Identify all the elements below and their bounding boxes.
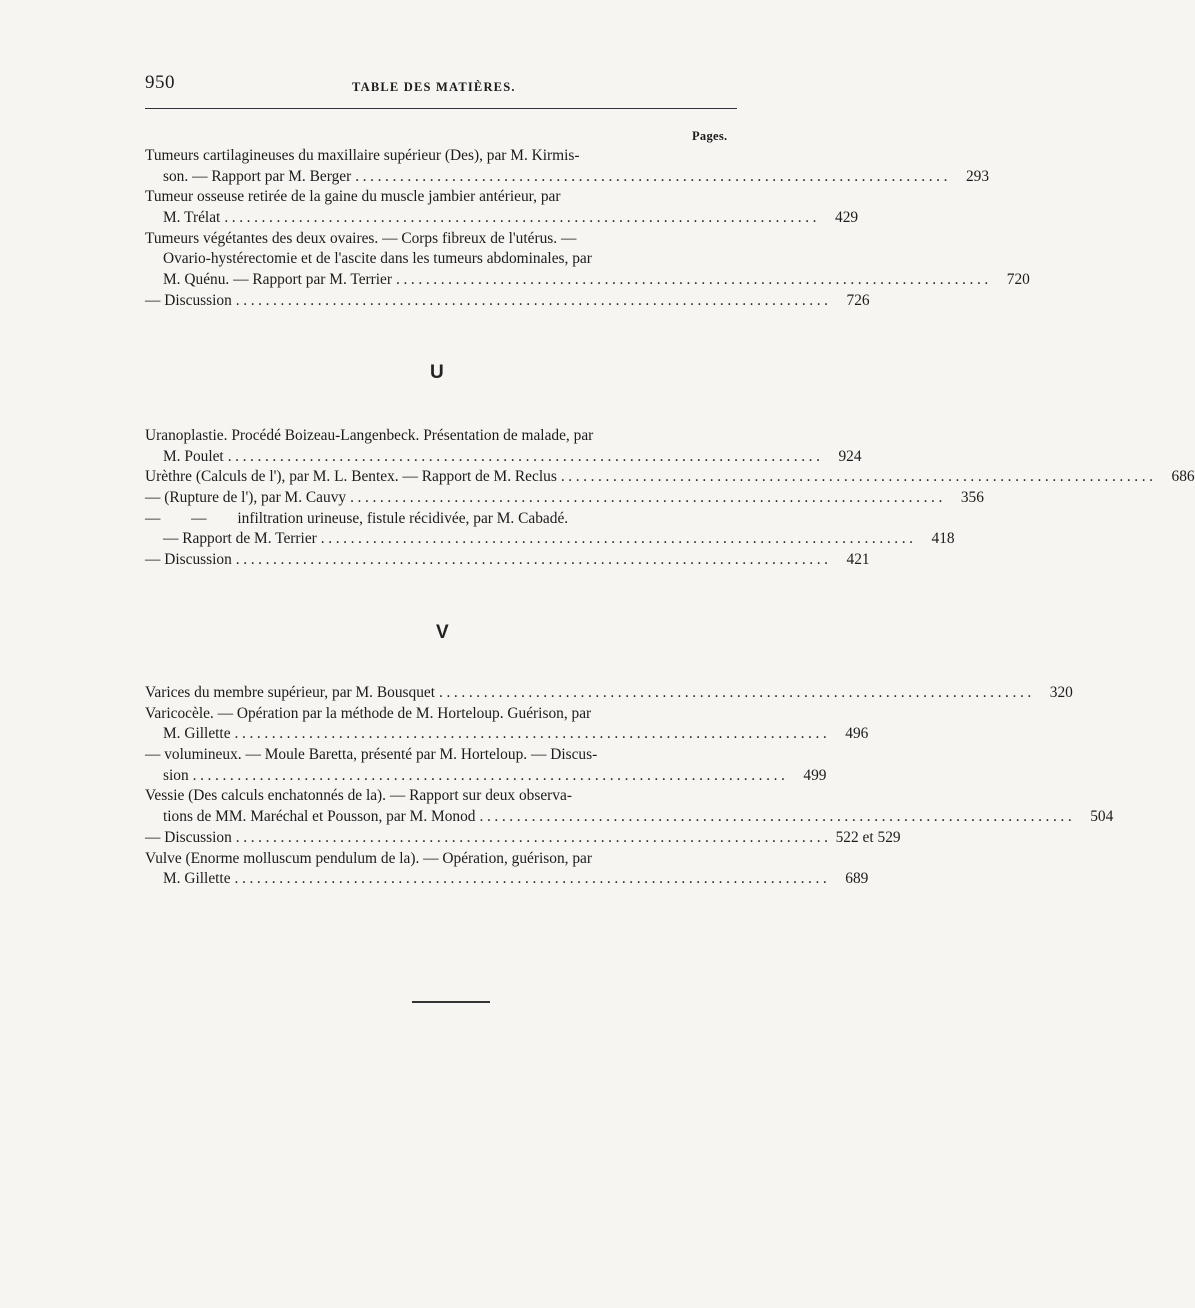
pages-column-label: Pages. <box>692 129 728 143</box>
dot-leader: ................................................................................ <box>439 684 1035 701</box>
entry-page: 720 <box>1006 271 1030 289</box>
entry-page: 726 <box>846 291 870 309</box>
entry-line <box>145 745 737 766</box>
entry-line <box>145 488 984 509</box>
entry-line <box>145 509 737 530</box>
section-u-entries <box>145 426 1195 571</box>
entry-line <box>145 704 737 725</box>
section-t-entries <box>145 146 1030 312</box>
entry-page: 496 <box>845 725 869 743</box>
entry-line <box>145 291 870 312</box>
entry-text: son. — Rapport par M. Berger <box>163 167 352 185</box>
section-letter-v: V <box>436 622 449 643</box>
dot-leader: ................................................................................ <box>396 271 992 289</box>
dot-leader: ................................................................................ <box>355 167 952 185</box>
entry-line <box>145 229 737 250</box>
entry-page: 499 <box>803 766 827 784</box>
entry-line <box>145 828 901 849</box>
entry-text: — — infiltration urineuse, fistule récidivée, par M. Cabadé. <box>145 509 569 527</box>
dot-leader: ................................................................................ <box>192 766 789 784</box>
dot-leader: ................................................................................ <box>224 209 821 227</box>
entry-text: M. Gillette <box>163 725 231 743</box>
dot-leader: ................................................................................ <box>320 530 917 548</box>
entry-text: Varices du membre supérieur, par M. Bousquet <box>145 684 436 701</box>
entry-text: — Discussion <box>145 551 232 569</box>
entry-text: — Rapport de M. Terrier <box>163 530 317 548</box>
entry-text: Vessie (Des calculs enchatonnés de la). — Rapport sur deux observa- <box>145 787 572 805</box>
entry-text: — Discussion <box>145 291 232 309</box>
entry-line <box>145 208 859 229</box>
section-letter-u: U <box>430 362 444 383</box>
entry-line <box>145 167 990 188</box>
closing-rule <box>412 1001 490 1003</box>
entry-line <box>145 786 737 807</box>
dot-leader: ................................................................................ <box>234 725 831 743</box>
entry-page: 356 <box>960 489 984 507</box>
entry-line <box>145 807 1114 828</box>
entry-text: M. Quénu. — Rapport par M. Terrier <box>163 271 393 289</box>
entry-line <box>145 869 869 890</box>
entry-text: Tumeurs végétantes des deux ovaires. — Corps fibreux de l'utérus. — <box>145 229 577 247</box>
page-number: 950 <box>145 72 175 93</box>
entry-line <box>145 529 955 550</box>
entry-line <box>145 426 737 447</box>
entry-text: Vulve (Enorme molluscum pendulum de la). — Opération, guérison, par <box>145 849 593 867</box>
entry-page: 320 <box>1049 684 1073 701</box>
entry-page: 504 <box>1090 808 1114 826</box>
entry-text: tions de MM. Maréchal et Pousson, par M. Monod <box>163 808 476 826</box>
dot-leader: ................................................................................ <box>235 551 832 569</box>
entry-line <box>145 766 827 787</box>
header-rule <box>145 108 737 109</box>
section-v-entries <box>145 683 1114 890</box>
dot-leader: ................................................................................ <box>235 828 832 846</box>
entry-line <box>145 447 862 468</box>
entry-line <box>145 249 737 270</box>
entry-text: M. Poulet <box>163 447 224 465</box>
entry-text: sion <box>163 766 189 784</box>
entry-text: Tumeurs cartilagineuses du maxillaire supérieur (Des), par M. Kirmis- <box>145 147 580 164</box>
entry-text: Urèthre (Calculs de l'), par M. L. Bentex. — Rapport de M. Reclus <box>145 468 557 486</box>
entry-page: 418 <box>931 530 955 548</box>
running-title: TABLE DES MATIÈRES. <box>352 80 516 94</box>
entry-line <box>145 550 870 571</box>
dot-leader: ................................................................................ <box>479 808 1076 826</box>
entry-line <box>145 467 1195 488</box>
entry-page: 522 et 529 <box>835 828 901 846</box>
entry-text: — Discussion <box>145 828 232 846</box>
entry-line <box>145 146 737 167</box>
entry-page: 293 <box>965 167 990 185</box>
entry-text: M. Gillette <box>163 870 231 888</box>
entry-page: 689 <box>845 870 869 888</box>
entry-page: 924 <box>838 447 862 465</box>
entry-text: — (Rupture de l'), par M. Cauvy <box>145 489 347 507</box>
entry-text: Uranoplastie. Procédé Boizeau-Langenbeck. Présentation de malade, par <box>145 427 594 444</box>
entry-line <box>145 683 1073 704</box>
entry-text: M. Trélat <box>163 209 221 227</box>
entry-line <box>145 724 869 745</box>
entry-line <box>145 270 1030 291</box>
entry-text: Tumeur osseuse retirée de la gaine du muscle jambier antérieur, par <box>145 188 561 206</box>
entry-text: Ovario-hystérectomie et de l'ascite dans les tumeurs abdominales, par <box>163 250 592 268</box>
dot-leader: ................................................................................ <box>350 489 946 507</box>
dot-leader: ................................................................................ <box>234 870 831 888</box>
entry-page: 421 <box>846 551 870 569</box>
entry-page: 686 <box>1171 468 1195 486</box>
entry-line <box>145 849 737 870</box>
entry-line <box>145 187 737 208</box>
dot-leader: ................................................................................ <box>560 468 1157 486</box>
entry-text: Varicocèle. — Opération par la méthode de M. Horteloup. Guérison, par <box>145 704 592 722</box>
entry-page: 429 <box>835 209 859 227</box>
dot-leader: ................................................................................ <box>227 447 824 465</box>
entry-text: — volumineux. — Moule Baretta, présenté par M. Horteloup. — Discus- <box>145 746 598 764</box>
dot-leader: ................................................................................ <box>235 291 832 309</box>
